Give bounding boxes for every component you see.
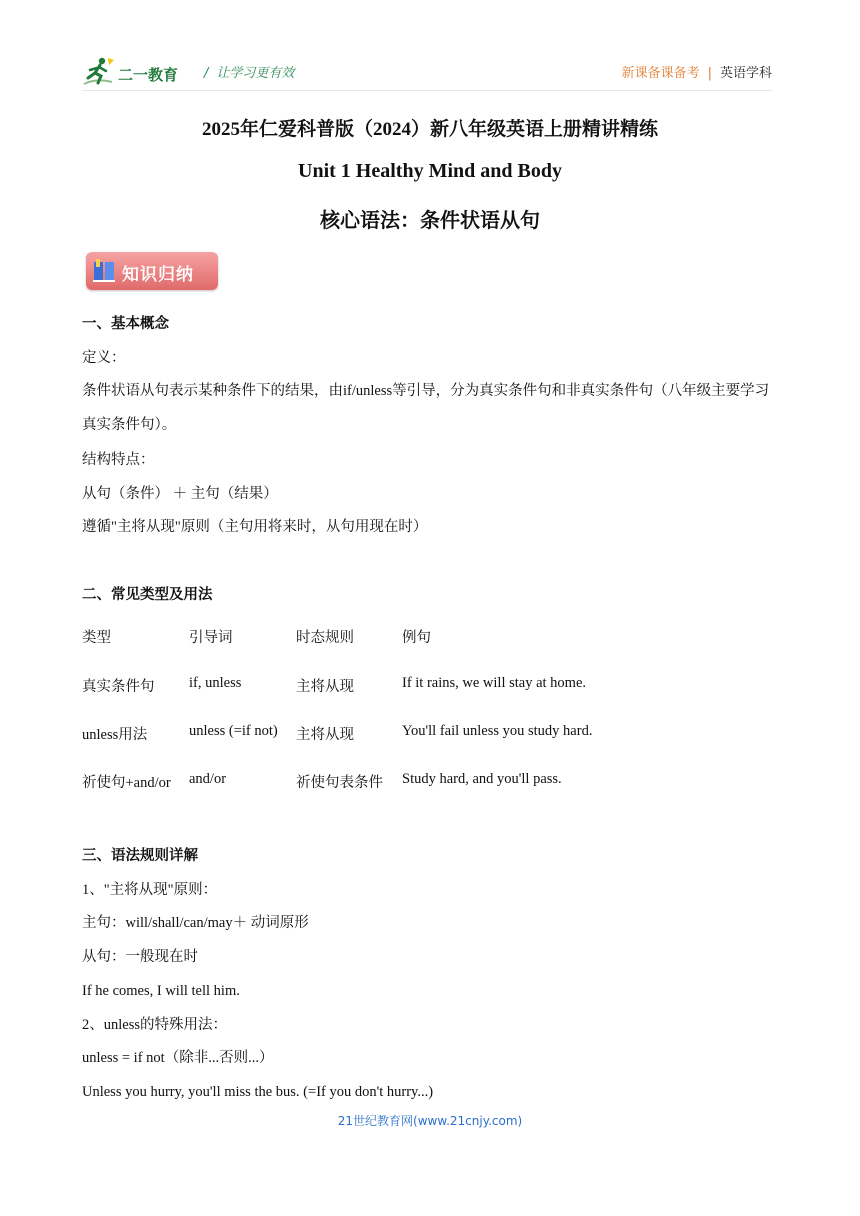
header-right [622,62,772,81]
table-cell: unless用法 [82,727,148,743]
slogan-text: 让学习更有效 [216,66,295,81]
knowledge-badge [86,252,218,290]
header-separator: | [707,66,712,81]
unit-title: Unit 1 Healthy Mind and Body [298,160,562,182]
rule-line: 从句：一般现在时 [82,949,198,965]
header-divider [82,90,772,91]
table-cell: unless (=if not) [189,723,278,739]
book-icon [92,258,116,284]
page-header [82,52,772,92]
definition-label: 定义： [82,350,126,366]
table-cell: You'll fail unless you study hard. [402,723,593,739]
table-cell: If it rains, we will stay at home. [402,675,587,691]
header-subject: 英语学科 [719,66,772,81]
structure-label: 结构特点： [82,452,155,468]
column-header: 类型 [82,630,111,646]
runner-icon [82,56,116,88]
table-cell: Study hard, and you'll pass. [402,771,562,787]
section3-heading: 三、语法规则详解 [82,848,198,864]
logo [82,56,190,90]
logo-text: 二一教育 [118,66,179,84]
table-cell: 祈使句+and/or [82,775,171,791]
rule-line: 1、"主将从现"原则： [82,882,218,898]
column-header: 时态规则 [296,630,354,646]
rule-line: 主句：will/shall/can/may＋ 动词原形 [82,915,309,931]
grammar-title: 核心语法：条件状语从句 [320,210,540,232]
section2-heading: 二、常见类型及用法 [82,587,213,603]
rule-line: 2、unless的特殊用法： [82,1017,227,1033]
doc-title: 2025年仁爱科普版（2024）新八年级英语上册精讲精练 [201,119,658,140]
header-course-label: 新课备课备考 [621,66,700,81]
example-line: Unless you hurry, you'll miss the bus. (=If you don't hurry...) [82,1084,434,1100]
footer-link[interactable]: 21世纪教育网(www.21cnjy.com) [337,1114,523,1128]
slogan [204,62,294,81]
structure-text: 从句（条件） ＋ 主句（结果） [82,486,278,502]
rule-text: 遵循"主将从现"原则（主句用将来时，从句用现在时） [82,519,428,535]
table-cell: 主将从现 [296,727,354,743]
table-cell: if, unless [189,675,242,691]
column-header: 引导词 [189,630,233,646]
table-cell: 真实条件句 [82,679,155,695]
example-line: If he comes, I will tell him. [82,983,240,999]
section1-heading: 一、基本概念 [82,316,169,332]
table-cell: 祈使句表条件 [296,775,383,791]
definition-text: 条件状语从句表示某种条件下的结果，由if/unless等引导，分为真实条件句和非真实条件句（八年级主要学习真实条件句）。 [82,383,770,433]
column-header: 例句 [402,630,431,646]
rule-line: unless = if not（除非...否则...） [82,1050,274,1066]
table-cell: and/or [189,771,227,787]
badge-label: 知识归纳 [122,265,194,285]
table-cell: 主将从现 [296,679,354,695]
slash-divider: / [204,66,209,81]
